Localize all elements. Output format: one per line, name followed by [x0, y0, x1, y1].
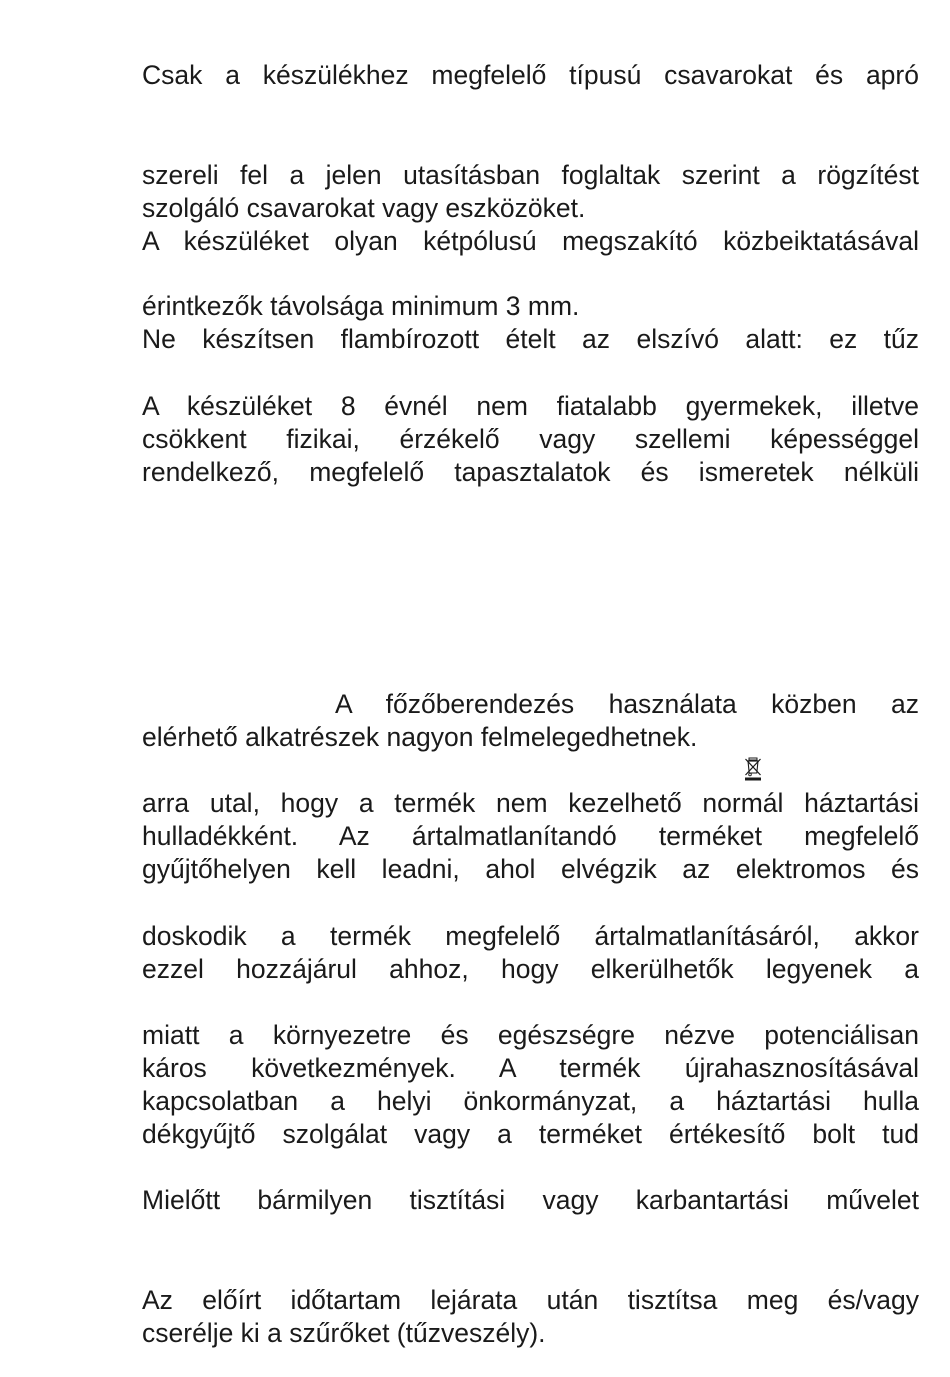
- text-line: cserélje ki a szűrőket (tűzveszély).: [142, 1318, 546, 1348]
- text-line: szereli fel a jelen utasításban foglaltak szerint a rögzítést: [142, 160, 919, 190]
- text-line: hulladékként. Az ártalmatlanítandó terméket megfelelő: [142, 821, 919, 851]
- text-line: Mielőtt bármilyen tisztítási vagy karbantartási művelet: [142, 1185, 919, 1215]
- text-line: elérhető alkatrészek nagyon felmelegedhetnek.: [142, 722, 698, 752]
- text-line: A főzőberendezés használata közben az: [335, 689, 919, 719]
- text-line: A készüléket 8 évnél nem fiatalabb gyermekek, illetve: [142, 391, 919, 421]
- text-line: rendelkező, megfelelő tapasztalatok és ismeretek nélküli: [142, 457, 919, 487]
- text-line: érintkezők távolsága minimum 3 mm.: [142, 291, 580, 321]
- text-line: doskodik a termék megfelelő ártalmatlanításáról, akkor: [142, 921, 919, 951]
- text-line: káros következmények. A termék újrahasznosításával: [142, 1053, 919, 1083]
- text-line: csökkent fizikai, érzékelő vagy szellemi képességgel: [142, 424, 919, 454]
- text-line: dékgyűjtő szolgálat vagy a terméket értékesítő bolt tud: [142, 1119, 919, 1149]
- text-line: kapcsolatban a helyi önkormányzat, a háztartási hulla: [142, 1086, 919, 1116]
- text-line: gyűjtőhelyen kell leadni, ahol elvégzik az elektromos és: [142, 854, 919, 884]
- text-line: ezzel hozzájárul ahhoz, hogy elkerülhetők legyenek a: [142, 954, 919, 984]
- crossed-out-wheelie-bin-icon: [744, 757, 762, 781]
- text-line: Csak a készülékhez megfelelő típusú csavarokat és apró: [142, 60, 919, 90]
- text-line: Ne készítsen flambírozott ételt az elszívó alatt: ez tűz: [142, 324, 919, 354]
- text-line: miatt a környezetre és egészségre nézve potenciálisan: [142, 1020, 919, 1050]
- text-line: szolgáló csavarokat vagy eszközöket.: [142, 193, 586, 223]
- text-line: Az előírt időtartam lejárata után tisztítsa meg és/vagy: [142, 1285, 919, 1315]
- text-line: arra utal, hogy a termék nem kezelhető normál háztartási: [142, 788, 919, 818]
- text-line: A készüléket olyan kétpólusú megszakító közbeiktatásával: [142, 226, 919, 256]
